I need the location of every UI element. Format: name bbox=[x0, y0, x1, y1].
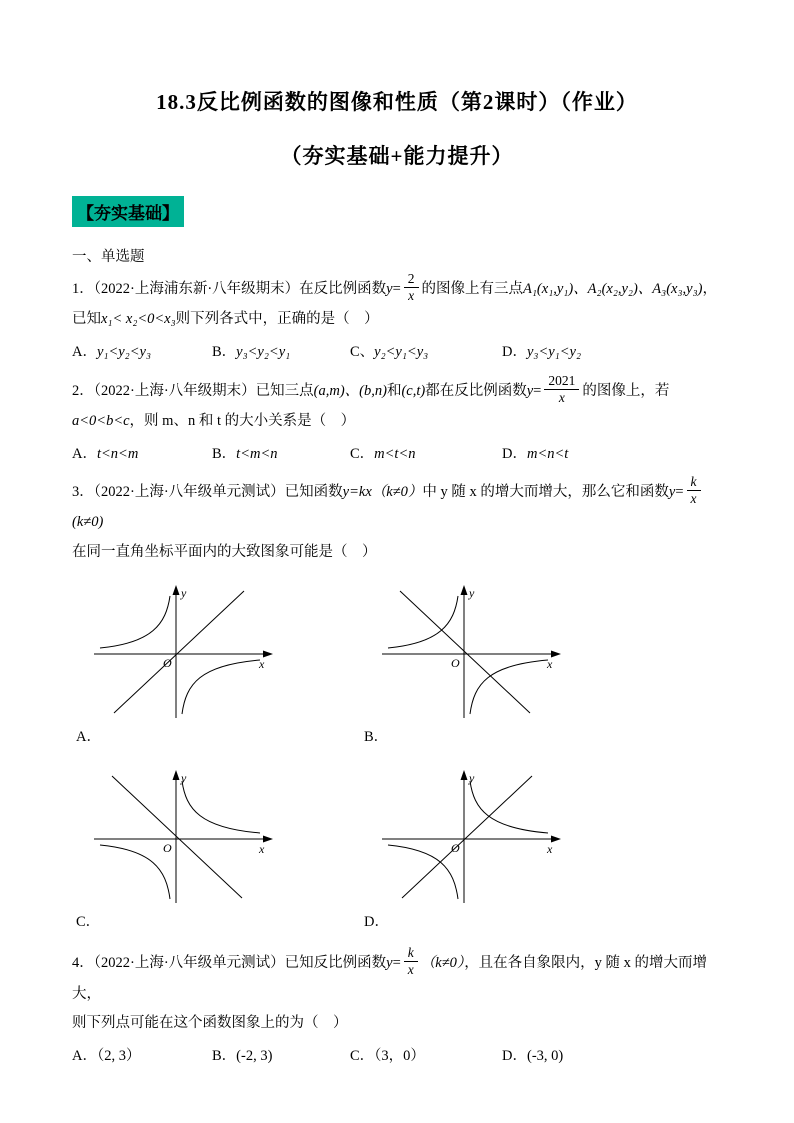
q3-equals: = bbox=[675, 484, 684, 500]
q2-ask: ，则 m、n 和 t 的大小关系是（ ） bbox=[129, 412, 356, 429]
x-axis-arrow-icon bbox=[551, 835, 561, 842]
y-axis-arrow-icon bbox=[461, 770, 468, 780]
q4-option-a bbox=[72, 1041, 212, 1071]
graph-a-label: A． bbox=[76, 728, 101, 745]
q1-option-a-label: A． bbox=[72, 344, 97, 361]
q2-fraction-numerator: 2021 bbox=[544, 374, 579, 390]
x-axis-label: x bbox=[259, 841, 265, 856]
q2-options-row bbox=[72, 439, 722, 469]
y-axis-label: y bbox=[181, 770, 187, 785]
graph-d-label: D． bbox=[364, 913, 389, 930]
hyperbola-branch-q3 bbox=[388, 845, 458, 899]
graph-option-d bbox=[364, 761, 574, 909]
q3-fraction-denominator: x bbox=[690, 491, 697, 507]
q2-mid: 都在反比例函数 bbox=[425, 382, 527, 399]
q1-after-fraction: 的图像上有三点 bbox=[421, 281, 524, 297]
q3-graph-cell-c bbox=[76, 761, 364, 946]
q1-option-a-expr: y₁<y₂<y₃ bbox=[96, 344, 151, 361]
graph-b-label: B． bbox=[364, 728, 389, 745]
x-axis-arrow-icon bbox=[551, 650, 561, 657]
q1-option-c-expr: y₂<y₁<y₃ bbox=[374, 344, 429, 361]
proportional-line-negative bbox=[400, 591, 530, 713]
question-4-line-1 bbox=[72, 945, 722, 1009]
q3-function: y=kx（k≠0） bbox=[342, 484, 423, 500]
q4-option-a-label: A． bbox=[72, 1047, 97, 1064]
question-3-line-1 bbox=[72, 474, 722, 538]
q4-option-c-expr: （3，0） bbox=[374, 1047, 425, 1064]
x-axis-arrow-icon bbox=[263, 650, 273, 657]
q2-tail: 的图像上，若 bbox=[582, 382, 670, 399]
q1-fraction-denominator: x bbox=[408, 288, 415, 304]
proportional-line-positive bbox=[402, 776, 532, 898]
q4-fraction-denominator: x bbox=[407, 962, 414, 978]
q4-option-c bbox=[350, 1041, 502, 1071]
q3-graph-grid bbox=[76, 576, 722, 946]
q4-var-y: y bbox=[386, 955, 393, 972]
origin-label: O bbox=[451, 840, 460, 855]
y-axis-arrow-icon bbox=[173, 585, 180, 595]
q3-fraction bbox=[687, 475, 701, 506]
q2-points: (a,m)、(b,n) bbox=[313, 382, 387, 399]
q2-fraction-denominator: x bbox=[558, 389, 565, 405]
y-axis-arrow-icon bbox=[461, 585, 468, 595]
q4-option-d-label: D． bbox=[502, 1047, 527, 1064]
graph-option-b bbox=[364, 576, 574, 724]
q2-option-c-expr: m<t<n bbox=[374, 445, 416, 462]
q2-and: 和 bbox=[386, 382, 402, 399]
y-axis-arrow-icon bbox=[173, 770, 180, 780]
section-header: 一、单选题 bbox=[72, 249, 145, 265]
q3-var-y: y bbox=[668, 484, 676, 500]
q1-var-y: y bbox=[386, 281, 393, 297]
hyperbola-branch-q2 bbox=[100, 596, 170, 648]
q2-point-3: (c,t) bbox=[401, 382, 426, 399]
y-axis-label: y bbox=[469, 770, 475, 785]
hyperbola-branch-q3 bbox=[100, 845, 170, 899]
q1-given: x₁< x₂<0<x₃ bbox=[101, 311, 176, 328]
x-axis-label: x bbox=[547, 841, 553, 856]
q3-graph-cell-b bbox=[364, 576, 652, 761]
q3-graph-cell-a bbox=[76, 576, 364, 761]
q1-comma: ， bbox=[702, 281, 717, 297]
q2-option-c-label: C． bbox=[350, 445, 375, 462]
q1-ask: 则下列各式中，正确的是（ ） bbox=[175, 311, 379, 328]
graph-option-c bbox=[76, 761, 286, 909]
question-2-line-2 bbox=[72, 407, 722, 437]
q2-equals: = bbox=[533, 382, 542, 399]
q4-option-c-label: C． bbox=[350, 1047, 375, 1064]
q3-graph-cell-d bbox=[364, 761, 652, 946]
q2-var-y: y bbox=[526, 382, 534, 399]
hyperbola-branch-q4 bbox=[182, 660, 260, 714]
hyperbola-branch-q1 bbox=[182, 781, 260, 833]
q1-options-row bbox=[72, 337, 722, 367]
q3-paren: (k≠0) bbox=[72, 514, 104, 531]
hyperbola-branch-q2 bbox=[388, 596, 458, 648]
q3-lead: 3．（2022·上海·八年级单元测试）已知函数 bbox=[72, 484, 343, 500]
q2-given: a<0<b<c bbox=[72, 412, 130, 429]
origin-label: O bbox=[451, 655, 460, 670]
q4-option-d bbox=[502, 1041, 722, 1071]
proportional-line-positive bbox=[114, 591, 244, 713]
q2-option-b-label: B． bbox=[212, 445, 237, 462]
q4-lead: 4．（2022·上海·八年级单元测试）已知反比例函数 bbox=[72, 955, 387, 972]
question-1-line-1 bbox=[72, 271, 722, 305]
q2-option-b-expr: t<m<n bbox=[236, 445, 278, 462]
q4-options-row bbox=[72, 1041, 722, 1071]
q2-lead: 2．（2022·上海·八年级期末）已知三点 bbox=[72, 382, 314, 399]
q4-paren: （k≠0） bbox=[420, 955, 465, 972]
q1-option-c bbox=[350, 337, 502, 367]
q2-option-a-expr: t<n<m bbox=[96, 445, 139, 462]
q4-fraction bbox=[404, 946, 418, 977]
q1-given-lead: 已知 bbox=[72, 311, 101, 328]
q2-option-a-label: A． bbox=[72, 445, 97, 462]
q1-option-a bbox=[72, 337, 212, 367]
q1-lead: 1．（2022·上海浦东新·八年级期末）在反比例函数 bbox=[72, 281, 387, 297]
q4-fraction-numerator: k bbox=[404, 946, 418, 962]
proportional-line-negative bbox=[112, 776, 242, 898]
q4-option-d-expr: (-3, 0) bbox=[526, 1047, 564, 1064]
origin-label: O bbox=[163, 840, 172, 855]
question-2-line-1 bbox=[72, 372, 722, 407]
q2-option-a bbox=[72, 439, 212, 469]
q2-option-c bbox=[350, 439, 502, 469]
hyperbola-branch-q1 bbox=[470, 781, 548, 833]
q4-option-b-expr: (-2, 3) bbox=[236, 1047, 273, 1064]
q4-option-a-expr: （2, 3） bbox=[96, 1047, 141, 1064]
q2-option-d-label: D． bbox=[502, 445, 527, 462]
question-3-line-2: 在同一直角坐标平面内的大致图象可能是（ ） bbox=[72, 544, 377, 561]
question-1-line-2 bbox=[72, 305, 722, 335]
q1-option-b bbox=[212, 337, 350, 367]
q2-option-b bbox=[212, 439, 350, 469]
y-axis-label: y bbox=[181, 585, 187, 600]
x-axis-label: x bbox=[259, 656, 265, 671]
question-4-line-2: 则下列点可能在这个函数图象上的为（ ） bbox=[72, 1015, 348, 1032]
graph-c-label: C． bbox=[76, 913, 101, 930]
q2-option-d bbox=[502, 439, 722, 469]
q1-equals: = bbox=[392, 281, 401, 297]
q3-mid: 中 y 随 x 的增大而增大，那么它和函数 bbox=[422, 484, 669, 500]
y-axis-label: y bbox=[469, 585, 475, 600]
q4-option-b-label: B． bbox=[212, 1047, 237, 1064]
q1-option-b-label: B． bbox=[212, 344, 237, 361]
q2-option-d-expr: m<n<t bbox=[526, 445, 569, 462]
q1-fraction bbox=[404, 272, 419, 303]
graph-option-a bbox=[76, 576, 286, 724]
q4-tail: ，且在各自象限内，y 随 x 的增大而增大， bbox=[72, 955, 708, 1002]
q1-points: A₁(x₁,y₁)、A₂(x₂,y₂)、A₃(x₃,y₃) bbox=[523, 281, 703, 297]
q4-equals: = bbox=[392, 955, 401, 972]
x-axis-arrow-icon bbox=[263, 835, 273, 842]
q1-option-b-expr: y₃<y₂<y₁ bbox=[236, 344, 291, 361]
q3-fraction-numerator: k bbox=[687, 475, 701, 491]
q2-fraction bbox=[544, 374, 579, 405]
q1-option-d-label: D． bbox=[502, 344, 527, 361]
q1-fraction-numerator: 2 bbox=[404, 272, 419, 288]
origin-label: O bbox=[163, 655, 172, 670]
page-title: 18.3反比例函数的图像和性质（第2课时）（作业） bbox=[156, 90, 638, 114]
q1-option-d bbox=[502, 337, 722, 367]
q1-option-c-label: C、 bbox=[350, 344, 375, 361]
section-badge: 【夯实基础】 bbox=[72, 196, 184, 227]
q1-option-d-expr: y₃<y₁<y₂ bbox=[526, 344, 581, 361]
page-subtitle: （夯实基础+能力提升） bbox=[280, 144, 514, 168]
x-axis-label: x bbox=[547, 656, 553, 671]
q4-option-b bbox=[212, 1041, 350, 1071]
